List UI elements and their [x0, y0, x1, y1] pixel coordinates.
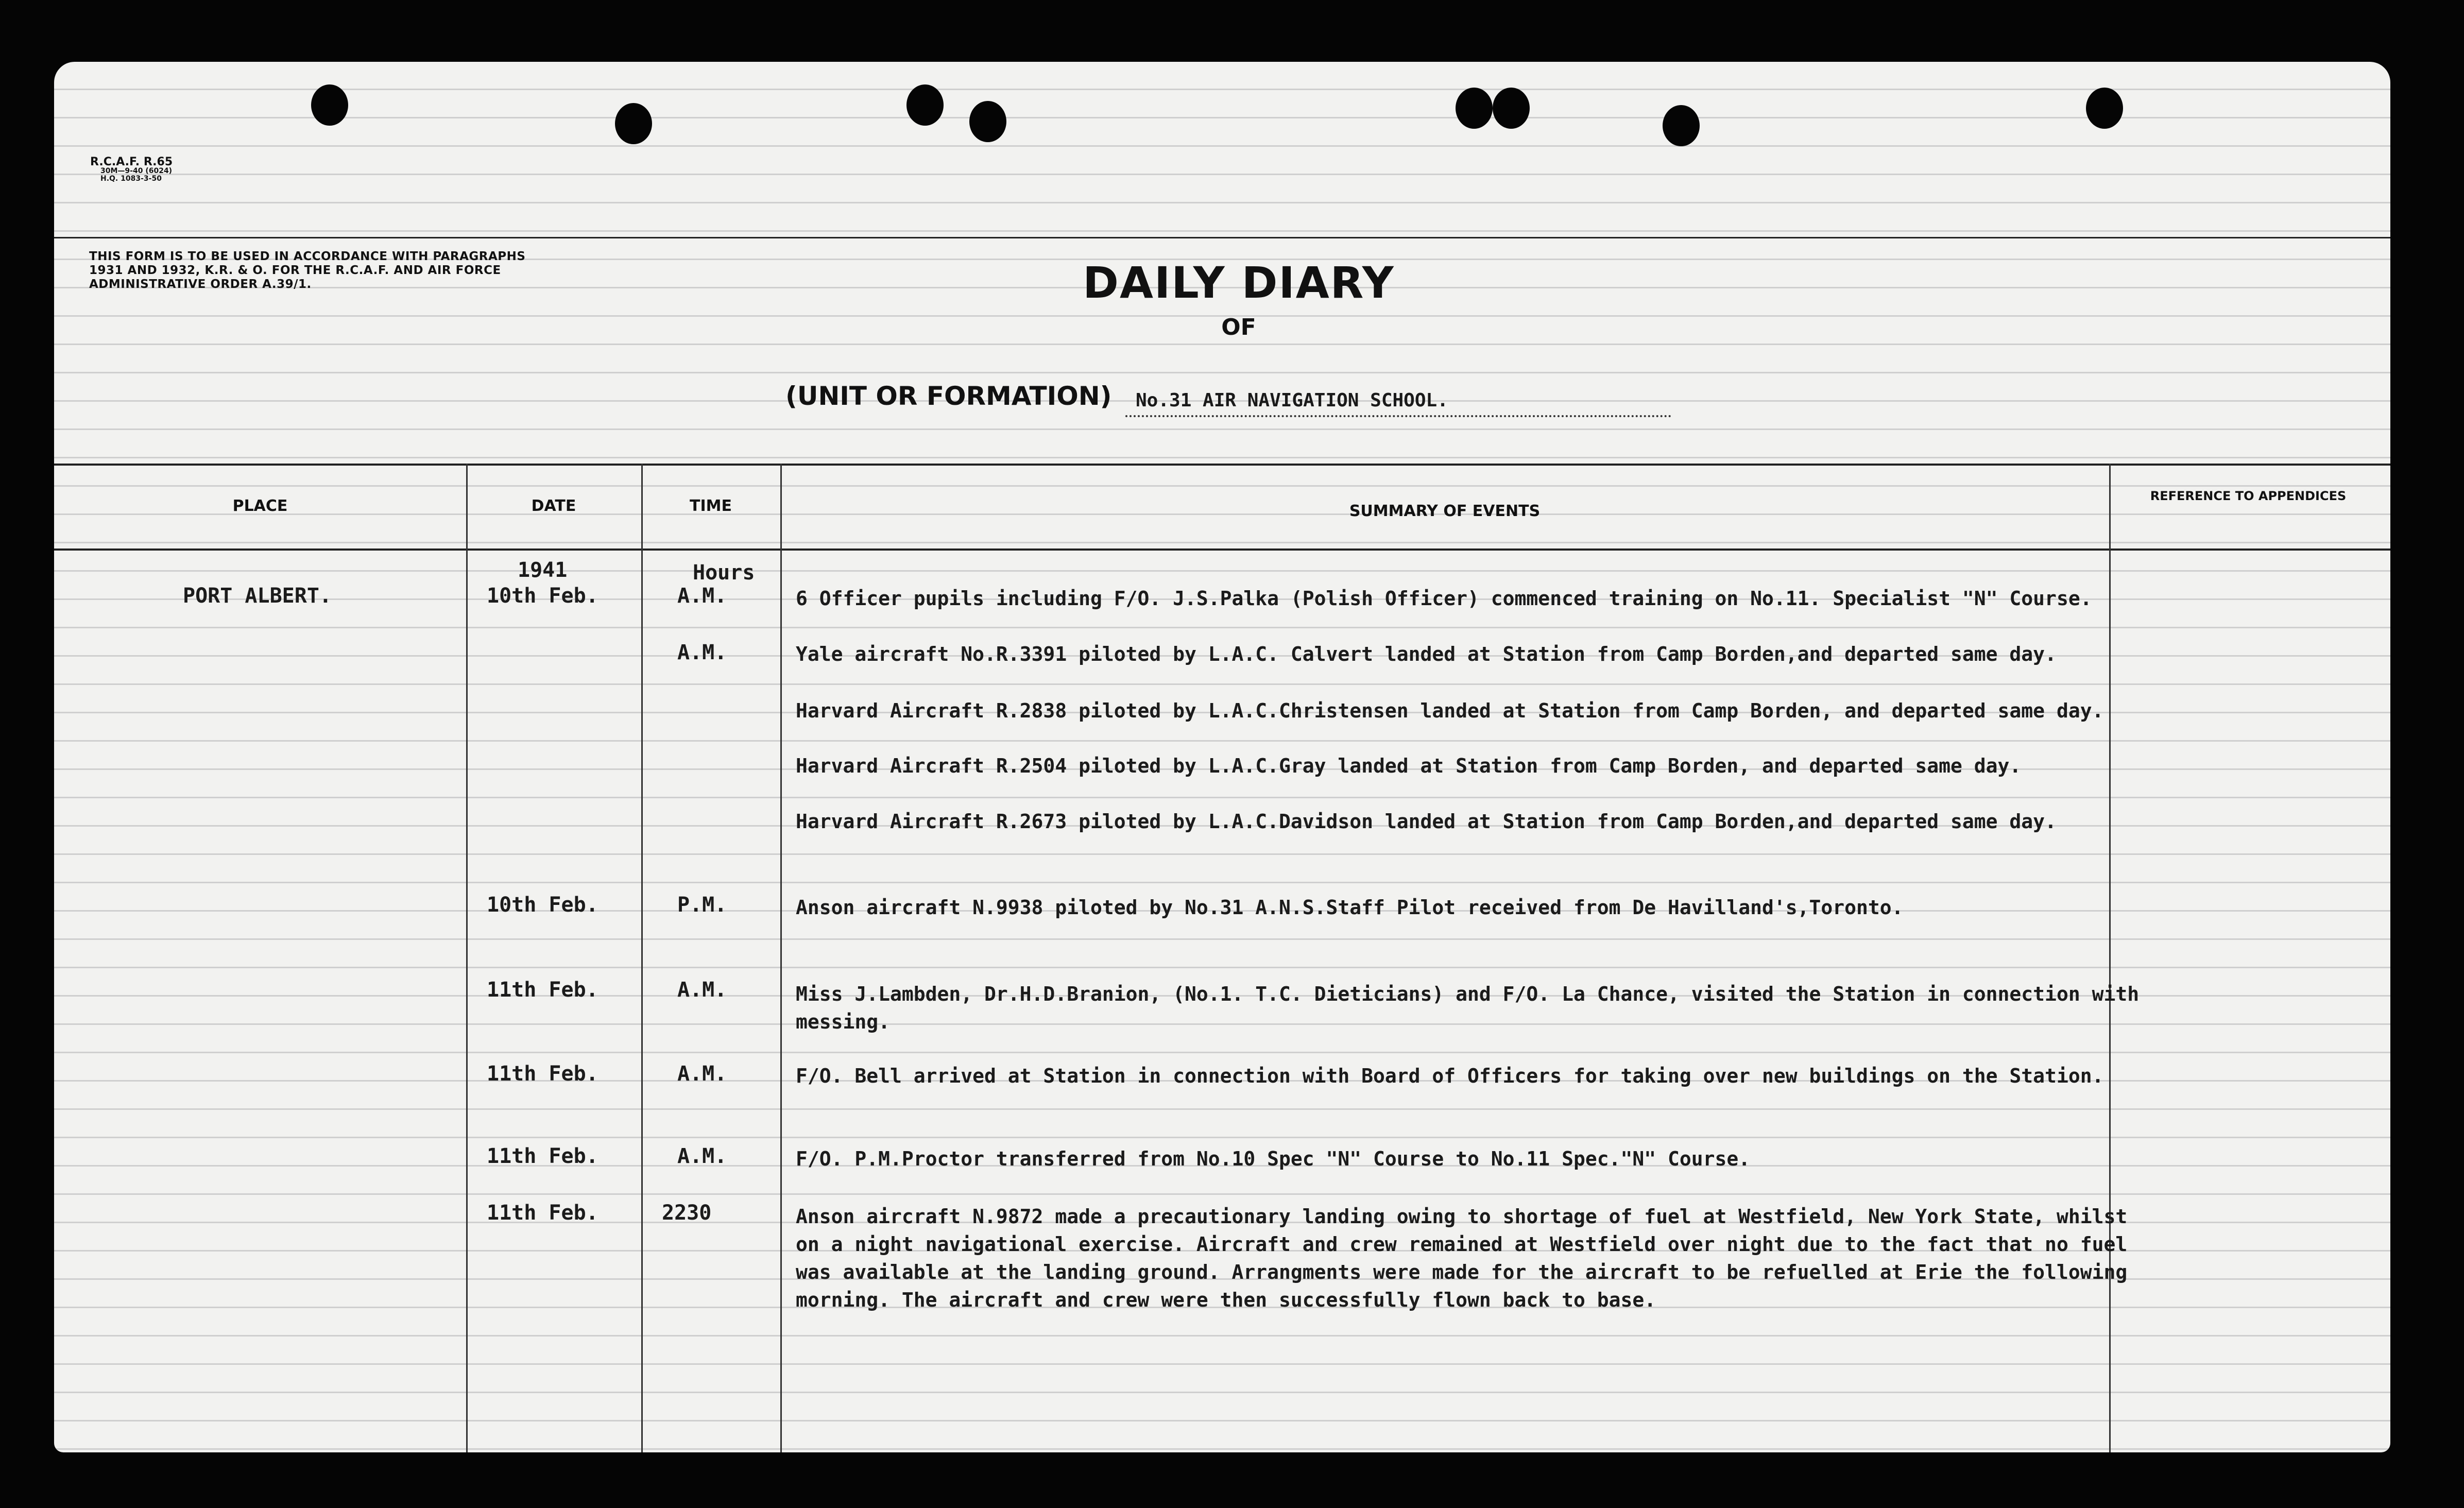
- column-divider: [641, 464, 643, 1452]
- punch-hole: [906, 84, 944, 126]
- date-cell: 11th Feb.: [487, 1062, 598, 1086]
- column-header-time: TIME: [690, 497, 732, 515]
- summary-entry: Anson aircraft N.9872 made a precautionary landing owing to shortage of fuel at Westfield, New York State, whilst on a night navigational exercise. Aircraft and crew remained at Westfield over night due to the fact that no fuel was available at the landing ground. Arrangments were made for the aircraft to be refuelled at Erie the following morning. The aircraft and crew were then successfully flown back to base.: [796, 1205, 2128, 1311]
- date-cell: 10th Feb.: [487, 584, 598, 608]
- time-cell: A.M.: [677, 1144, 727, 1168]
- punch-hole: [2086, 88, 2123, 129]
- punch-hole: [1493, 88, 1530, 129]
- form-number: R.C.A.F. R.65: [90, 156, 173, 168]
- time-cell: A.M.: [677, 1062, 727, 1086]
- table-top-rule: [54, 464, 2390, 466]
- column-header-reference: REFERENCE TO APPENDICES: [2150, 489, 2347, 503]
- punch-hole: [969, 101, 1006, 142]
- column-divider: [780, 464, 782, 1452]
- hours-label: Hours: [693, 561, 755, 585]
- summary-entry: Harvard Aircraft R.2838 piloted by L.A.C.Christensen landed at Station from Camp Borden, and departed same day.: [796, 699, 2104, 722]
- punch-hole: [1663, 105, 1700, 146]
- time-cell: A.M.: [677, 584, 727, 608]
- punch-hole: [311, 84, 348, 126]
- form-print-code: 30M—9-40 (6024): [100, 167, 173, 175]
- time-cell: 2230: [662, 1201, 712, 1225]
- date-cell: 11th Feb.: [487, 1201, 598, 1225]
- unit-label: (UNIT OR FORMATION): [785, 381, 1112, 411]
- summary-entry: Harvard Aircraft R.2673 piloted by L.A.C.Davidson landed at Station from Camp Borden,and departed same day.: [796, 810, 2057, 833]
- date-cell: 11th Feb.: [487, 1144, 598, 1168]
- title-of: OF: [1221, 314, 1256, 340]
- summary-entry: Yale aircraft No.R.3391 piloted by L.A.C. Calvert landed at Station from Camp Borden,and departed same day.: [796, 643, 2057, 665]
- time-cell: A.M.: [677, 978, 727, 1002]
- column-divider: [466, 464, 468, 1452]
- punch-hole: [1456, 88, 1493, 129]
- summary-entry: F/O. Bell arrived at Station in connection with Board of Officers for taking over new buildings on the Station.: [796, 1065, 2104, 1087]
- summary-entry: Anson aircraft N.9938 piloted by No.31 A.N.S.Staff Pilot received from De Havilland's,Toronto.: [796, 896, 1904, 919]
- page-title: DAILY DIARY: [1083, 258, 1395, 308]
- time-cell: A.M.: [677, 641, 727, 664]
- summary-entry: 6 Officer pupils including F/O. J.S.Palka (Polish Officer) commenced training on No.11. Specialist "N" Course.: [796, 587, 2092, 610]
- date-cell: 10th Feb.: [487, 893, 598, 917]
- unit-value: No.31 AIR NAVIGATION SCHOOL.: [1125, 386, 1671, 417]
- year-cell: 1941: [518, 558, 568, 582]
- column-header-summary: SUMMARY OF EVENTS: [1349, 502, 1541, 520]
- place-cell: PORT ALBERT.: [183, 584, 332, 608]
- summary-entry: Harvard Aircraft R.2504 piloted by L.A.C.Gray landed at Station from Camp Borden, and departed same day.: [796, 755, 2022, 777]
- date-cell: 11th Feb.: [487, 978, 598, 1002]
- column-header-place: PLACE: [232, 497, 288, 515]
- diary-sheet: [54, 62, 2390, 1452]
- form-hq-code: H.Q. 1083-3-50: [100, 175, 162, 183]
- column-header-date: DATE: [531, 497, 576, 515]
- form-usage-notice: THIS FORM IS TO BE USED IN ACCORDANCE WITH PARAGRAPHS 1931 AND 1932, K.R. & O. FOR THE R.C.A.F. AND AIR FORCE ADMINISTRATIVE ORDER A.39/1.: [89, 250, 526, 291]
- table-header-rule: [54, 549, 2390, 551]
- summary-entry: F/O. P.M.Proctor transferred from No.10 Spec "N" Course to No.11 Spec."N" Course.: [796, 1147, 1751, 1170]
- form-code: [90, 157, 245, 183]
- time-cell: P.M.: [677, 893, 727, 917]
- punch-hole: [615, 103, 652, 144]
- header-rule: [54, 237, 2390, 238]
- summary-entry: Miss J.Lambden, Dr.H.D.Branion, (No.1. T.C. Dieticians) and F/O. La Chance, visited the Station in connection with messing.: [796, 983, 2140, 1033]
